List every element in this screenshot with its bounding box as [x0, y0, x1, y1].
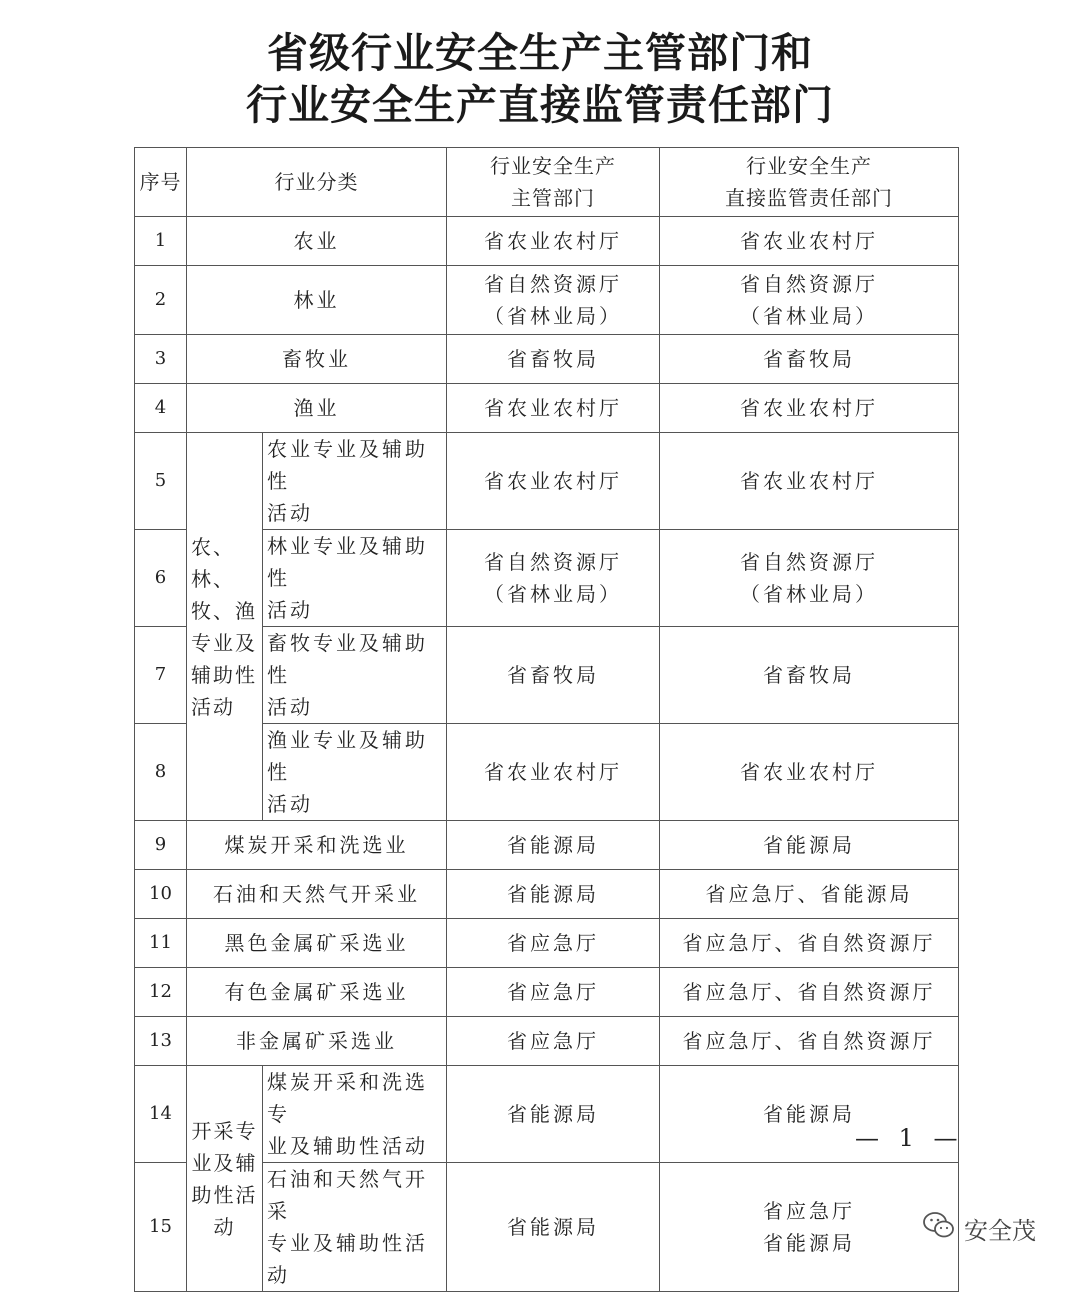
table-header-row	[135, 148, 959, 217]
row-dept: 省应急厅	[447, 919, 660, 968]
row-category: 林业专业及辅助性 活动	[263, 530, 447, 627]
table-row	[135, 1066, 959, 1163]
page-title-line1: 省级行业安全生产主管部门和	[267, 29, 813, 77]
row-dept: 省畜牧局	[447, 627, 660, 724]
header-resp: 行业安全生产 直接监管责任部门	[660, 148, 959, 217]
row-category: 林业	[187, 266, 447, 335]
table-row	[135, 1017, 959, 1066]
row-number: 3	[135, 335, 187, 384]
row-category: 黑色金属矿采选业	[187, 919, 447, 968]
header-dept: 行业安全生产 主管部门	[447, 148, 660, 217]
row-number: 2	[135, 266, 187, 335]
row-number: 13	[135, 1017, 187, 1066]
row-category: 农业专业及辅助性 活动	[263, 433, 447, 530]
group-mining: 开采专业及辅助性活动	[187, 1066, 263, 1292]
row-category: 畜牧业	[187, 335, 447, 384]
row-dept: 省畜牧局	[447, 335, 660, 384]
row-resp: 省应急厅、省自然资源厅	[660, 968, 959, 1017]
row-resp: 省农业农村厅	[660, 724, 959, 821]
row-dept: 省自然资源厅 （省林业局）	[447, 530, 660, 627]
page-title-line2: 行业安全生产直接监管责任部门	[246, 81, 834, 129]
row-dept: 省能源局	[447, 870, 660, 919]
row-number: 5	[135, 433, 187, 530]
row-number: 11	[135, 919, 187, 968]
row-resp: 省应急厅、省自然资源厅	[660, 919, 959, 968]
header-seq: 序号	[135, 148, 187, 217]
row-resp: 省应急厅、省能源局	[660, 870, 959, 919]
row-category: 农业	[187, 217, 447, 266]
header-category: 行业分类	[187, 148, 447, 217]
table-row	[135, 433, 959, 530]
row-resp: 省自然资源厅 （省林业局）	[660, 266, 959, 335]
row-number: 10	[135, 870, 187, 919]
row-dept: 省农业农村厅	[447, 384, 660, 433]
table-row	[135, 266, 959, 335]
row-number: 8	[135, 724, 187, 821]
row-category: 非金属矿采选业	[187, 1017, 447, 1066]
table-row	[135, 384, 959, 433]
row-dept: 省农业农村厅	[447, 724, 660, 821]
row-number: 7	[135, 627, 187, 724]
row-number: 14	[135, 1066, 187, 1163]
row-resp: 省能源局	[660, 1066, 959, 1163]
row-category: 石油和天然气开采 专业及辅助性活动	[263, 1163, 447, 1292]
row-dept: 省农业农村厅	[447, 433, 660, 530]
watermark	[922, 1210, 1036, 1246]
group-agri: 农、林、牧、渔专业及辅助性活动	[187, 433, 263, 821]
row-number: 1	[135, 217, 187, 266]
table-row	[135, 335, 959, 384]
page-number: — 1 —	[855, 1124, 964, 1152]
row-resp: 省能源局	[660, 821, 959, 870]
table-row	[135, 217, 959, 266]
row-dept: 省应急厅	[447, 968, 660, 1017]
wechat-icon	[922, 1210, 956, 1246]
row-resp: 省应急厅 省能源局	[660, 1163, 959, 1292]
row-number: 15	[135, 1163, 187, 1292]
row-dept: 省能源局	[447, 821, 660, 870]
table-row	[135, 919, 959, 968]
row-category: 有色金属矿采选业	[187, 968, 447, 1017]
row-dept: 省自然资源厅 （省林业局）	[447, 266, 660, 335]
row-resp: 省农业农村厅	[660, 217, 959, 266]
department-table	[134, 147, 959, 1292]
row-category: 煤炭开采和洗选业	[187, 821, 447, 870]
row-number: 9	[135, 821, 187, 870]
row-resp: 省应急厅、省自然资源厅	[660, 1017, 959, 1066]
row-resp: 省农业农村厅	[660, 384, 959, 433]
table-row	[135, 968, 959, 1017]
row-number: 6	[135, 530, 187, 627]
row-category: 渔业	[187, 384, 447, 433]
row-dept: 省应急厅	[447, 1017, 660, 1066]
row-dept: 省能源局	[447, 1066, 660, 1163]
row-resp: 省自然资源厅 （省林业局）	[660, 530, 959, 627]
row-resp: 省畜牧局	[660, 627, 959, 724]
row-dept: 省农业农村厅	[447, 217, 660, 266]
row-resp: 省农业农村厅	[660, 433, 959, 530]
watermark-text: 安全茂	[964, 1216, 1036, 1245]
table-row	[135, 870, 959, 919]
row-category: 畜牧专业及辅助性 活动	[263, 627, 447, 724]
row-category: 石油和天然气开采业	[187, 870, 447, 919]
row-resp: 省畜牧局	[660, 335, 959, 384]
row-category: 渔业专业及辅助性 活动	[263, 724, 447, 821]
row-category: 煤炭开采和洗选专 业及辅助性活动	[263, 1066, 447, 1163]
table-row	[135, 821, 959, 870]
row-number: 12	[135, 968, 187, 1017]
row-number: 4	[135, 384, 187, 433]
row-dept: 省能源局	[447, 1163, 660, 1292]
